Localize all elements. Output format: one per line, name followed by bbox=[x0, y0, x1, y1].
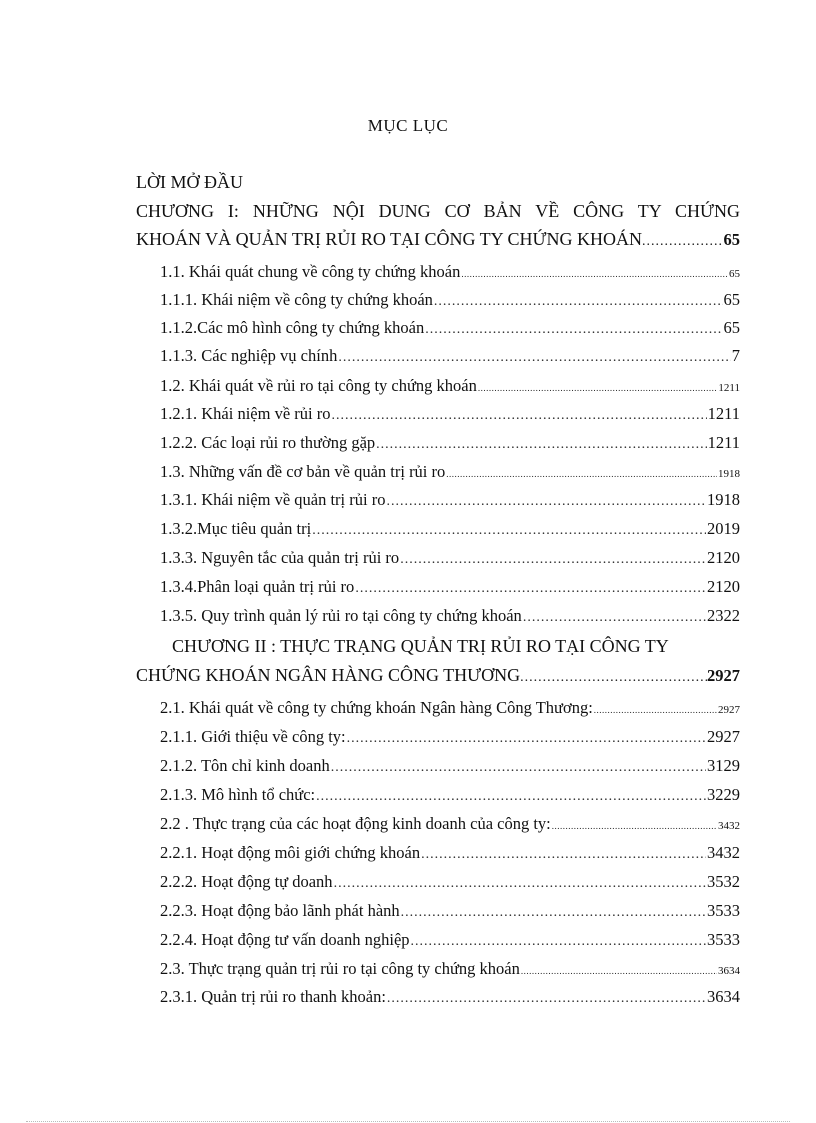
chapter-1-title-line-2 bbox=[136, 229, 740, 255]
leader-dots bbox=[521, 966, 717, 976]
toc-entry bbox=[160, 959, 740, 985]
toc-entry-label: 1.1. Khái quát chung về công ty chứng khoán bbox=[160, 262, 461, 281]
leader-dots bbox=[347, 731, 706, 747]
toc-entry-page: 1211 bbox=[707, 404, 740, 423]
toc-entry-page: 1918 bbox=[718, 468, 740, 480]
leader-dots bbox=[594, 705, 717, 715]
toc-entry-label: 2.2.1. Hoạt động môi giới chứng khoán bbox=[160, 843, 421, 862]
chapter-2-title-line-2 bbox=[136, 665, 740, 691]
leader-dots bbox=[552, 821, 717, 831]
chapter-1-title-text: KHOÁN VÀ QUẢN TRỊ RỦI RO TẠI CÔNG TY CHỨNG KHOÁN bbox=[136, 229, 642, 249]
toc-entry-label: 2.2 . Thực trạng của các hoạt động kinh doanh của công ty: bbox=[160, 814, 551, 833]
leader-dots bbox=[376, 437, 706, 453]
page-title: MỤC LỤC bbox=[367, 116, 449, 135]
toc-entry-label: 2.1. Khái quát về công ty chứng khoán Ngân hàng Công Thương: bbox=[160, 698, 593, 717]
toc-entry-page: 7 bbox=[731, 346, 740, 365]
leader-dots bbox=[461, 269, 728, 279]
toc-entry-page: 3129 bbox=[707, 756, 740, 775]
intro-heading: LỜI MỞ ĐẦU bbox=[136, 172, 243, 192]
leader-dots bbox=[642, 234, 724, 250]
toc-entry bbox=[160, 462, 740, 488]
toc-entry-page: 1211 bbox=[707, 433, 740, 452]
leader-dots bbox=[520, 670, 707, 686]
toc-entry bbox=[160, 843, 740, 869]
toc-entry bbox=[160, 727, 740, 753]
chapter-2-title-text: CHỨNG KHOÁN NGÂN HÀNG CÔNG THƯƠNG bbox=[136, 665, 521, 685]
toc-entry-page: 65 bbox=[723, 290, 740, 309]
toc-entry bbox=[160, 318, 740, 344]
toc-entry-label: 2.3. Thực trạng quản trị rủi ro tại công ty chứng khoán bbox=[160, 959, 520, 978]
toc-entry-page: 1918 bbox=[707, 490, 740, 509]
leader-dots bbox=[478, 383, 718, 393]
toc-entry-page: 65 bbox=[723, 318, 740, 337]
leader-dots bbox=[401, 905, 706, 921]
toc-entry bbox=[160, 987, 740, 1013]
toc-entry-page: 2120 bbox=[707, 548, 740, 567]
toc-entry-label: 1.3.3. Nguyên tắc của quản trị rủi ro bbox=[160, 548, 400, 567]
toc-entry-page: 2019 bbox=[707, 519, 740, 538]
leader-dots bbox=[331, 408, 706, 424]
toc-entry-label: 1.1.3. Các nghiệp vụ chính bbox=[160, 346, 338, 365]
toc-entry-page: 2120 bbox=[707, 577, 740, 596]
leader-dots bbox=[338, 350, 730, 366]
toc-entry-page: 3432 bbox=[718, 820, 740, 832]
leader-dots bbox=[421, 847, 706, 863]
leader-dots bbox=[434, 294, 723, 310]
toc-entry bbox=[160, 930, 740, 956]
toc-entry-label: 1.2.2. Các loại rủi ro thường gặp bbox=[160, 433, 376, 452]
toc-entry-label: 1.3.1. Khái niệm về quản trị rủi ro bbox=[160, 490, 386, 509]
leader-dots bbox=[386, 494, 706, 510]
toc-entry bbox=[160, 577, 740, 603]
toc-entry bbox=[160, 519, 740, 545]
toc-entry-page: 65 bbox=[729, 268, 740, 280]
toc-entry bbox=[160, 290, 740, 316]
toc-entry bbox=[160, 548, 740, 574]
toc-entry-label: 1.1.1. Khái niệm về công ty chứng khoán bbox=[160, 290, 433, 309]
leader-dots bbox=[523, 610, 706, 626]
toc-entry-label: 1.3.2.Mục tiêu quản trị bbox=[160, 519, 312, 538]
chapter-1-page: 65 bbox=[723, 230, 740, 249]
leader-dots bbox=[331, 760, 706, 776]
toc-entry bbox=[160, 490, 740, 516]
leader-dots bbox=[400, 552, 706, 568]
toc-entry-page: 3634 bbox=[707, 987, 740, 1006]
toc-entry-label: 2.1.2. Tôn chỉ kinh doanh bbox=[160, 756, 330, 775]
toc-entry-label: 2.3.1. Quản trị rủi ro thanh khoản: bbox=[160, 987, 386, 1006]
toc-entry bbox=[160, 872, 740, 898]
toc-entry bbox=[160, 606, 740, 632]
toc-entry bbox=[160, 376, 740, 402]
toc-entry-page: 2322 bbox=[707, 606, 740, 625]
toc-entry-page: 3634 bbox=[718, 965, 740, 977]
chapter-2-page: 2927 bbox=[707, 666, 740, 685]
toc-entry bbox=[160, 346, 740, 372]
toc-entry bbox=[160, 814, 740, 840]
toc-entry-label: 1.2.1. Khái niệm về rủi ro bbox=[160, 404, 331, 423]
leader-dots bbox=[355, 581, 706, 597]
toc-entry bbox=[160, 698, 740, 724]
toc-entry-label: 2.2.2. Hoạt động tự doanh bbox=[160, 872, 333, 891]
toc-entry-label: 2.1.3. Mô hình tổ chức: bbox=[160, 785, 316, 804]
toc-entry-label: 1.1.2.Các mô hình công ty chứng khoán bbox=[160, 318, 425, 337]
toc-entry-label: 1.3. Những vấn đề cơ bản về quản trị rủi ro bbox=[160, 462, 446, 481]
toc-entry bbox=[160, 901, 740, 927]
toc-entry-page: 3432 bbox=[707, 843, 740, 862]
leader-dots bbox=[387, 991, 706, 1007]
toc-entry-page: 1211 bbox=[718, 382, 740, 394]
toc-entry-label: 2.1.1. Giới thiệu về công ty: bbox=[160, 727, 346, 746]
toc-entry-page: 2927 bbox=[718, 704, 740, 716]
toc-entry bbox=[160, 433, 740, 459]
toc-entry-label: 2.2.4. Hoạt động tư vấn doanh nghiệp bbox=[160, 930, 410, 949]
toc-entry-label: 2.2.3. Hoạt động bảo lãnh phát hành bbox=[160, 901, 400, 920]
toc-entry-label: 1.3.5. Quy trình quản lý rủi ro tại công ty chứng khoán bbox=[160, 606, 522, 625]
toc-entry bbox=[160, 262, 740, 288]
chapter-2-title-line-1: CHƯƠNG II : THỰC TRẠNG QUẢN TRỊ RỦI RO TẠI CÔNG TY bbox=[172, 636, 669, 656]
toc-entry-page: 3533 bbox=[707, 930, 740, 949]
leader-dots bbox=[334, 876, 706, 892]
leader-dots bbox=[446, 469, 717, 479]
leader-dots bbox=[425, 322, 722, 338]
toc-entry-page: 2927 bbox=[707, 727, 740, 746]
leader-dots bbox=[411, 934, 706, 950]
leader-dots bbox=[312, 523, 706, 539]
leader-dots bbox=[316, 789, 706, 805]
toc-entry bbox=[160, 756, 740, 782]
toc-entry bbox=[160, 404, 740, 430]
page-bottom-divider bbox=[26, 1121, 790, 1122]
toc-entry-page: 3229 bbox=[707, 785, 740, 804]
toc-entry bbox=[160, 785, 740, 811]
toc-entry-page: 3532 bbox=[707, 872, 740, 891]
toc-entry-label: 1.2. Khái quát về rủi ro tại công ty chứng khoán bbox=[160, 376, 477, 395]
toc-entry-label: 1.3.4.Phân loại quản trị rủi ro bbox=[160, 577, 355, 596]
chapter-1-title-line-1: CHƯƠNG I: NHỮNG NỘI DUNG CƠ BẢN VỀ CÔNG TY CHỨNG bbox=[136, 201, 740, 221]
toc-entry-page: 3533 bbox=[707, 901, 740, 920]
